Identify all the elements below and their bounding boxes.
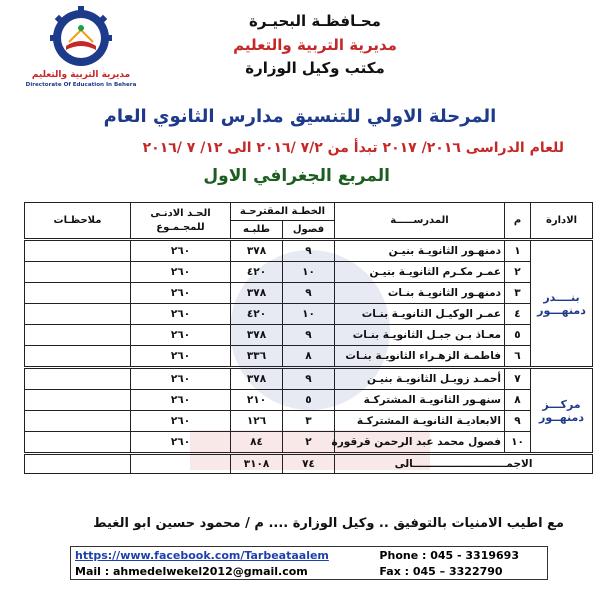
row-number: ٦ <box>505 346 531 368</box>
classes-count: ١٠ <box>283 262 335 283</box>
min-total: ٢٦٠ <box>131 283 231 304</box>
fax-number: Fax : 045 – 3322790 <box>379 564 503 578</box>
school-name: عمـر الوكيـل الثانويـة بنـات <box>335 304 505 325</box>
students-count: ٣٧٨ <box>231 325 283 346</box>
students-count: ٣٣٦ <box>231 346 283 368</box>
students-count: ٤٢٠ <box>231 304 283 325</box>
header-num: م <box>505 203 531 240</box>
header-admin: الادارة <box>531 203 593 240</box>
students-count: ٤٢٠ <box>231 262 283 283</box>
row-number: ٢ <box>505 262 531 283</box>
directorate-logo <box>25 6 137 88</box>
total-row <box>25 454 593 474</box>
total-notes-cell <box>25 454 131 474</box>
min-total: ٢٦٠ <box>131 325 231 346</box>
students-count: ٣٧٨ <box>231 368 283 390</box>
date-range: للعام الدراسى ٢٠١٦/ ٢٠١٧ تبدأ من ٧/٢ /٢٠١٦ الى ١٢/ ٧ /٢٠١٦ <box>142 140 564 156</box>
directorate-name: مديرية التربية والتعليم <box>233 36 397 54</box>
min-total: ٢٦٠ <box>131 411 231 432</box>
classes-count: ٩ <box>283 240 335 262</box>
school-name: الابعاديـة الثانويـة المشتركـة <box>335 411 505 432</box>
school-name: دمنهـور الثانويـة بنـات <box>335 283 505 304</box>
admin-cell: مركـــز دمنهــور <box>531 368 593 454</box>
school-name: دمنهـور الثانويـة بنيـن <box>335 240 505 262</box>
classes-count: ٥ <box>283 390 335 411</box>
table-row <box>25 304 593 325</box>
min-total: ٢٦٠ <box>131 346 231 368</box>
row-number: ٣ <box>505 283 531 304</box>
table-row <box>25 240 593 262</box>
notes-cell <box>25 304 131 325</box>
table-row <box>25 346 593 368</box>
notes-cell <box>25 368 131 390</box>
notes-cell <box>25 325 131 346</box>
notes-cell <box>25 411 131 432</box>
school-name: سنهـور الثانويـة المشتركـة <box>335 390 505 411</box>
phone-number: Phone : 045 - 3319693 <box>379 548 519 562</box>
students-count: ٣٧٨ <box>231 283 283 304</box>
row-number: ٧ <box>505 368 531 390</box>
table-row <box>25 390 593 411</box>
students-count: ٣٧٨ <box>231 240 283 262</box>
section-title: المربع الجغرافي الاول <box>203 166 390 186</box>
school-name: فاطمـة الزهـراء الثانويـة بنـات <box>335 346 505 368</box>
row-number: ٩ <box>505 411 531 432</box>
header-min-total: الحـد الادنـى للمجـمـوع <box>131 203 231 240</box>
admin-cell: بنــــدر دمنهـــور <box>531 240 593 368</box>
facebook-link[interactable]: https://www.facebook.com/Tarbeataalem <box>75 548 329 562</box>
row-number: ٥ <box>505 325 531 346</box>
min-total: ٢٦٠ <box>131 262 231 283</box>
school-name: فصول محمد عبد الرحمن قرقورة <box>335 432 505 454</box>
notes-cell <box>25 432 131 454</box>
table-row <box>25 432 593 454</box>
contact-box <box>70 546 548 580</box>
min-total: ٢٦٠ <box>131 304 231 325</box>
total-min-cell <box>131 454 231 474</box>
min-total: ٢٦٠ <box>131 368 231 390</box>
logo-text-ar: مديرية التربية والتعليم <box>31 70 131 80</box>
school-name: عمـر مكـرم الثانويـة بنيـن <box>335 262 505 283</box>
min-total: ٢٦٠ <box>131 240 231 262</box>
classes-count: ١٠ <box>283 304 335 325</box>
notes-cell <box>25 390 131 411</box>
footer-message: مع اطيب الامنيات بالتوفيق .. وكيل الوزارة .... م / محمود حسين ابو الغيط <box>93 516 564 531</box>
notes-cell <box>25 262 131 283</box>
email-address[interactable]: Mail : ahmedelwekel2012@gmail.com <box>75 564 308 578</box>
governorate-name: محـافظـة البحيـرة <box>249 12 381 30</box>
table-row <box>25 325 593 346</box>
classes-count: ٩ <box>283 368 335 390</box>
header-students: طلبـه <box>231 221 283 240</box>
total-label: الاجمــــــــــــــــــــــــــالى <box>335 454 593 474</box>
min-total: ٢٦٠ <box>131 390 231 411</box>
classes-count: ٢ <box>283 432 335 454</box>
students-count: ١٢٦ <box>231 411 283 432</box>
notes-cell <box>25 240 131 262</box>
table-row <box>25 368 593 390</box>
header-notes: ملاحظـات <box>25 203 131 240</box>
students-count: ٨٤ <box>231 432 283 454</box>
header-school: المدرســـــة <box>335 203 505 240</box>
table-row <box>25 262 593 283</box>
header-plan: الخطـة المقترحـة <box>231 203 335 221</box>
classes-count: ٨ <box>283 346 335 368</box>
classes-count: ٩ <box>283 283 335 304</box>
total-classes: ٧٤ <box>283 454 335 474</box>
page-title: المرحلة الاولي للتنسيق مدارس الثانوي العام <box>103 106 497 127</box>
logo-text-en: Directorate Of Education In Behera <box>25 82 137 88</box>
row-number: ١٠ <box>505 432 531 454</box>
notes-cell <box>25 283 131 304</box>
table-row <box>25 411 593 432</box>
row-number: ١ <box>505 240 531 262</box>
row-number: ٤ <box>505 304 531 325</box>
classes-count: ٣ <box>283 411 335 432</box>
notes-cell <box>25 346 131 368</box>
table-row <box>25 283 593 304</box>
school-name: أحمـد زويـل الثانويـة بنيـن <box>335 368 505 390</box>
school-name: معـاذ بـن جبـل الثانويـة بنـات <box>335 325 505 346</box>
office-name: مكتب وكيل الوزارة <box>245 59 385 77</box>
min-total: ٢٦٠ <box>131 432 231 454</box>
header-classes: فصول <box>283 221 335 240</box>
row-number: ٨ <box>505 390 531 411</box>
students-count: ٢١٠ <box>231 390 283 411</box>
total-students: ٣١٠٨ <box>231 454 283 474</box>
classes-count: ٩ <box>283 325 335 346</box>
coordination-table <box>24 202 593 474</box>
